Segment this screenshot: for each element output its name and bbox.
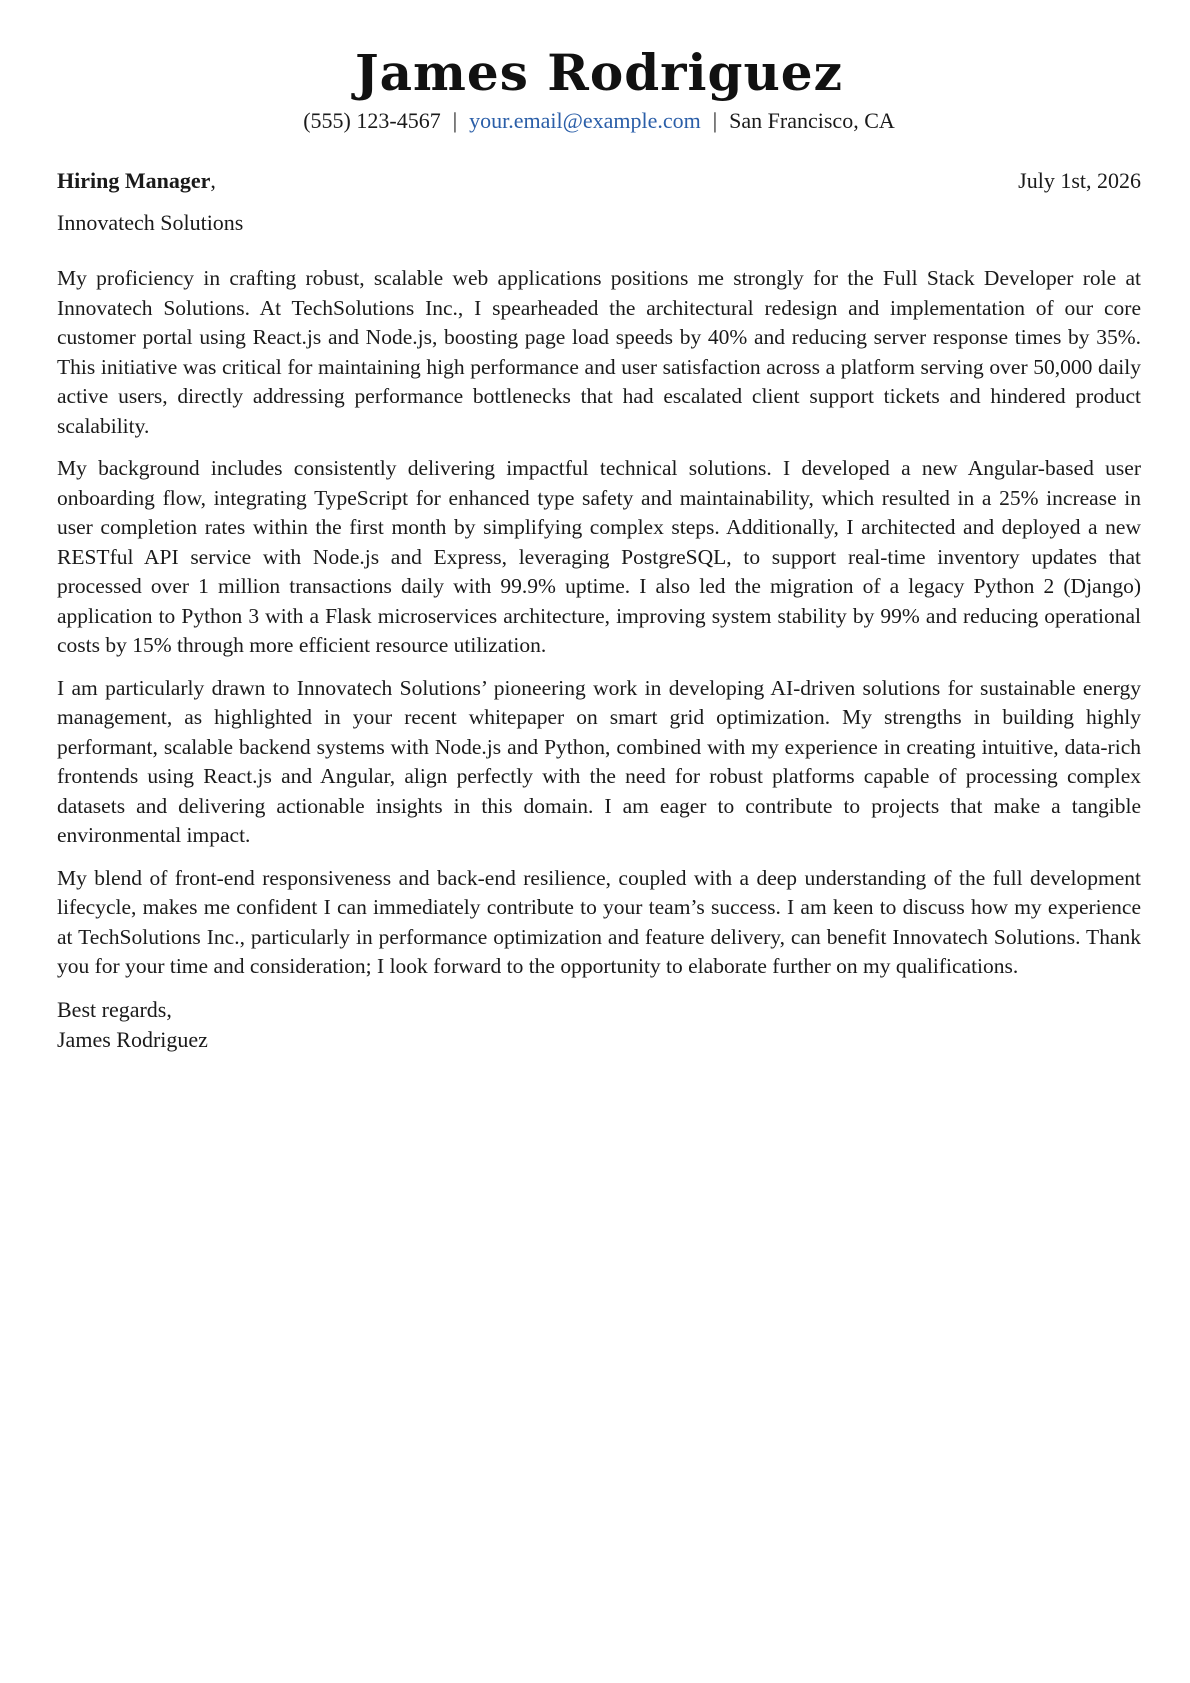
signature-name: James Rodriguez [57, 1026, 208, 1052]
email-link[interactable]: your.email@example.com [469, 108, 701, 133]
recipient-suffix: , [210, 168, 216, 193]
applicant-name: James Rodriguez [354, 43, 844, 102]
contact-separator: | [452, 108, 458, 133]
recipient-title: Hiring Manager [57, 168, 211, 193]
body-paragraph: My proficiency in crafting robust, scalable web applications positions me strongly for the Full Stack Developer role at Innovatech Solutions. At TechSolutions Inc., I spearheaded the architectural redesign and implementation of our core customer portal using React.js and Node.js, boosting page load speeds by 40% and reducing server response times by 35%. This initiative was critical for maintaining high performance and user satisfaction across a platform serving over 50,000 daily active users, directly addressing performance bottlenecks that had escalated client support tickets and hindered product scalability. [57, 266, 1141, 438]
letter-date: July 1st, 2026 [1018, 168, 1141, 193]
cover-letter-page [57, 0, 1141, 1055]
recipient-date-row [57, 166, 1141, 196]
contact-line [57, 106, 1141, 136]
phone-number: (555) 123-4567 [303, 108, 441, 133]
letter-header [57, 0, 1141, 136]
body-paragraph: My background includes consistently delivering impactful technical solutions. I developed a new Angular-based user onboarding flow, integrating TypeScript for enhanced type safety and maintainability, which resulted in a 25% increase in user completion rates within the first month by simplifying complex steps. Additionally, I architected and deployed a new RESTful API service with Node.js and Express, leveraging PostgreSQL, to support real-time inventory updates that processed over 1 million transactions daily with 99.9% uptime. I also led the migration of a legacy Python 2 (Django) application to Python 3 with a Flask microservices architecture, improving system stability by 99% and reducing operational costs by 15% through more efficient resource utilization. [57, 456, 1141, 657]
letter-closing [57, 995, 1141, 1055]
body-paragraph: My blend of front-end responsiveness and back-end resilience, coupled with a deep understanding of the full development lifecycle, makes me confident I can immediately contribute to your team’s success. I am keen to discuss how my experience at TechSolutions Inc., particularly in performance optimization and feature delivery, can benefit Innovatech Solutions. Thank you for your time and consideration; I look forward to the opportunity to elaborate further on my qualifications. [57, 865, 1141, 978]
body-paragraph: I am particularly drawn to Innovatech Solutions’ pioneering work in developing AI-driven solutions for sustainable energy management, as highlighted in your recent whitepaper on smart grid optimization. My strengths in building highly performant, scalable backend systems with Node.js and Python, combined with my experience in creating intuitive, data-rich frontends using React.js and Angular, align perfectly with the need for robust platforms capable of processing complex datasets and delivering actionable insights in this domain. I am eager to contribute to projects that make a tangible environmental impact. [57, 675, 1141, 847]
closing-salutation: Best regards, [57, 996, 172, 1022]
location: San Francisco, CA [729, 108, 895, 133]
recipient-line [57, 166, 216, 196]
company-name: Innovatech Solutions [57, 210, 244, 235]
letter-body [57, 264, 1141, 982]
contact-separator: | [712, 108, 718, 133]
